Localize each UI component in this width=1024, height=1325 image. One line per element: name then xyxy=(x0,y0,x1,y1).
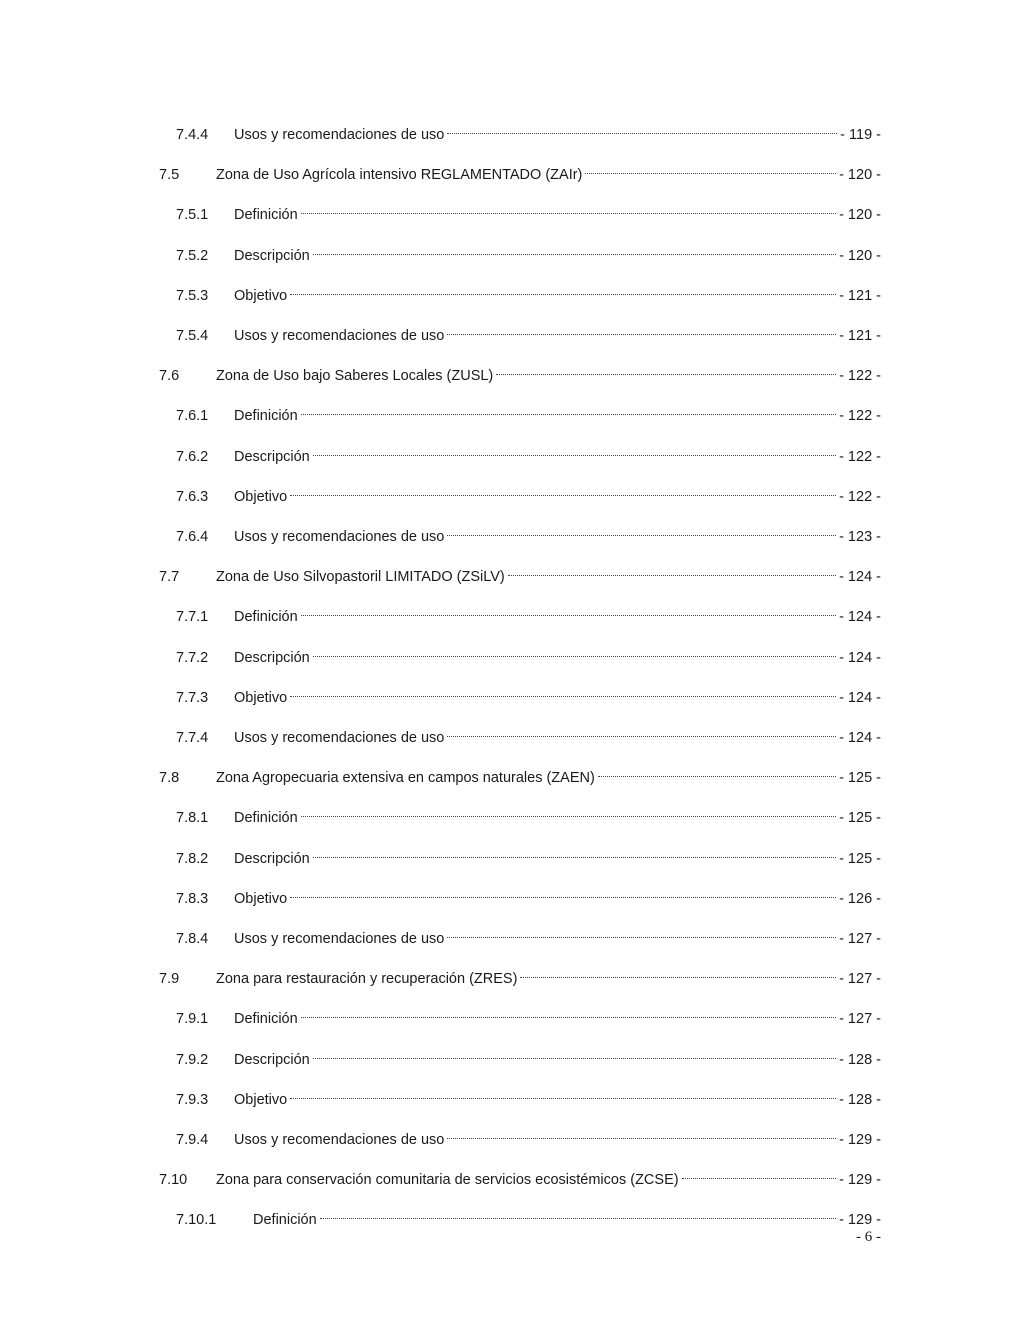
toc-entry-title: Definición xyxy=(234,609,298,626)
toc-entry[interactable] xyxy=(176,883,881,907)
toc-entry-title: Definición xyxy=(234,207,298,224)
toc-entry-title: Definición xyxy=(234,408,298,425)
toc-dot-leader xyxy=(301,199,836,219)
toc-entry-title: Descripción xyxy=(234,1051,310,1068)
toc-dot-leader xyxy=(290,280,836,300)
toc-entry-page: - 127 - xyxy=(839,1011,881,1028)
toc-entry-page: - 127 - xyxy=(839,931,881,947)
toc-entry-page: - 119 - xyxy=(840,127,881,143)
toc-dot-leader xyxy=(496,360,836,380)
toc-entry-number: 7.10.1 xyxy=(176,1212,217,1229)
toc-dot-leader xyxy=(313,642,836,662)
toc-entry[interactable] xyxy=(176,1044,881,1068)
toc-entry-page: - 129 - xyxy=(839,1172,881,1189)
toc-entry[interactable] xyxy=(176,802,881,827)
toc-entry[interactable] xyxy=(159,762,881,787)
toc-entry-page: - 128 - xyxy=(839,1091,881,1108)
toc-entry-title: Definición xyxy=(234,810,298,827)
toc-entry-number: 7.7.4 xyxy=(176,730,209,746)
toc-entry[interactable] xyxy=(176,441,881,465)
toc-dot-leader xyxy=(290,1084,836,1104)
toc-entry-title: Descripción xyxy=(234,649,310,666)
toc-entry-number: 7.6.4 xyxy=(176,529,209,545)
toc-entry-page: - 125 - xyxy=(839,770,881,787)
toc-entry-page: - 122 - xyxy=(839,488,881,505)
toc-entry[interactable] xyxy=(176,923,881,947)
toc-entry-number: 7.9.3 xyxy=(176,1091,209,1108)
toc-dot-leader xyxy=(313,240,836,260)
toc-entry-title: Zona de Uso bajo Saberes Locales (ZUSL) xyxy=(216,368,494,385)
toc-entry-title: Zona Agropecuaria extensiva en campos naturales (ZAEN) xyxy=(216,770,595,787)
toc-entry-title: Usos y recomendaciones de uso xyxy=(234,127,445,143)
toc-entry-title: Zona para conservación comunitaria de servicios ecosistémicos (ZCSE) xyxy=(216,1172,679,1189)
toc-entry-page: - 122 - xyxy=(839,408,881,425)
toc-entry[interactable] xyxy=(176,1124,881,1148)
toc-entry-number: 7.5.4 xyxy=(176,328,209,344)
toc-dot-leader xyxy=(290,682,836,702)
toc-entry-page: - 122 - xyxy=(839,368,881,385)
toc-entry[interactable] xyxy=(176,521,881,545)
toc-dot-leader xyxy=(301,601,836,621)
toc-entry-page: - 125 - xyxy=(839,850,881,867)
toc-entry-title: Zona de Uso Agrícola intensivo REGLAMENTADO (ZAIr) xyxy=(216,167,583,184)
toc-entry-page: - 128 - xyxy=(839,1051,881,1068)
toc-entry-page: - 120 - xyxy=(839,207,881,224)
toc-dot-leader xyxy=(598,762,836,782)
toc-entry-title: Usos y recomendaciones de uso xyxy=(234,529,445,545)
toc-dot-leader xyxy=(290,481,836,501)
toc-entry-title: Objetivo xyxy=(234,488,288,505)
toc-entry-number: 7.7.2 xyxy=(176,649,209,666)
toc-entry[interactable] xyxy=(176,642,881,666)
toc-entry[interactable] xyxy=(159,360,881,385)
toc-dot-leader xyxy=(520,963,836,983)
toc-dot-leader xyxy=(313,441,836,461)
toc-entry-title: Objetivo xyxy=(234,689,288,706)
toc-entry-page: - 124 - xyxy=(839,649,881,666)
toc-entry-page: - 121 - xyxy=(839,287,881,304)
toc-entry-title: Descripción xyxy=(234,850,310,867)
toc-dot-leader xyxy=(447,521,836,541)
toc-entry[interactable] xyxy=(176,843,881,867)
toc-dot-leader xyxy=(301,802,836,822)
toc-dot-leader xyxy=(447,1124,836,1144)
toc-dot-leader xyxy=(508,561,836,581)
toc-entry-number: 7.5.2 xyxy=(176,247,209,264)
toc-entry-title: Definición xyxy=(234,1011,298,1028)
toc-dot-leader xyxy=(585,159,836,179)
toc-entry-page: - 129 - xyxy=(839,1132,881,1148)
toc-entry[interactable] xyxy=(176,1084,881,1108)
toc-entry-number: 7.7.1 xyxy=(176,609,209,626)
toc-dot-leader xyxy=(682,1164,837,1184)
toc-entry-title: Zona de Uso Silvopastoril LIMITADO (ZSiLV) xyxy=(216,569,505,586)
toc-entry[interactable] xyxy=(176,240,881,264)
toc-entry-number: 7.5 xyxy=(159,167,180,184)
toc-dot-leader xyxy=(447,119,837,139)
toc-dot-leader xyxy=(320,1204,836,1224)
toc-entry-title: Objetivo xyxy=(234,287,288,304)
toc-entry-number: 7.6 xyxy=(159,368,180,385)
toc-dot-leader xyxy=(447,320,836,340)
toc-entry[interactable] xyxy=(176,1003,881,1028)
toc-entry-title: Usos y recomendaciones de uso xyxy=(234,1132,445,1148)
toc-entry-page: - 120 - xyxy=(839,167,881,184)
toc-entry-number: 7.8.4 xyxy=(176,931,209,947)
toc-entry-page: - 124 - xyxy=(839,609,881,626)
toc-entry[interactable] xyxy=(176,320,881,344)
toc-entry-page: - 120 - xyxy=(839,247,881,264)
toc-entry-title: Descripción xyxy=(234,448,310,465)
toc-entry[interactable] xyxy=(176,601,881,626)
toc-entry-page: - 124 - xyxy=(839,730,881,746)
page-number: - 6 - xyxy=(856,1229,881,1245)
toc-entry-number: 7.9.4 xyxy=(176,1132,209,1148)
toc-entry-page: - 124 - xyxy=(839,689,881,706)
toc-dot-leader xyxy=(447,722,836,742)
toc-entry-number: 7.8 xyxy=(159,770,180,787)
toc-entry-number: 7.10 xyxy=(159,1172,188,1189)
toc-entry-number: 7.9.2 xyxy=(176,1051,209,1068)
toc-entry[interactable] xyxy=(176,119,881,143)
toc-entry-number: 7.7.3 xyxy=(176,689,209,706)
toc-entry-number: 7.7 xyxy=(159,569,180,586)
toc-entry-title: Descripción xyxy=(234,247,310,264)
toc-dot-leader xyxy=(447,923,836,943)
toc-entry-title: Definición xyxy=(253,1212,317,1229)
toc-entry[interactable] xyxy=(176,722,881,746)
toc-dot-leader xyxy=(290,883,836,903)
toc-entry-page: - 129 - xyxy=(839,1212,881,1229)
toc-entry[interactable] xyxy=(159,561,881,586)
toc-entry-number: 7.9 xyxy=(159,971,180,988)
toc-entry-number: 7.9.1 xyxy=(176,1011,209,1028)
toc-entry-number: 7.8.1 xyxy=(176,810,209,827)
toc-entry-page: - 121 - xyxy=(839,328,881,344)
toc-entry-number: 7.8.2 xyxy=(176,850,209,867)
toc-entry[interactable] xyxy=(159,1164,881,1189)
toc-dot-leader xyxy=(313,1044,836,1064)
toc-entry[interactable] xyxy=(159,963,881,988)
toc-entry-page: - 125 - xyxy=(839,810,881,827)
toc-entry-title: Usos y recomendaciones de uso xyxy=(234,328,445,344)
toc-entry[interactable] xyxy=(176,1204,881,1229)
toc-entry-number: 7.5.3 xyxy=(176,287,209,304)
toc-entry-number: 7.6.1 xyxy=(176,408,209,425)
toc-entry-title: Usos y recomendaciones de uso xyxy=(234,931,445,947)
toc-entry-page: - 124 - xyxy=(839,569,881,586)
toc-entry-title: Objetivo xyxy=(234,890,288,907)
toc-entry-number: 7.8.3 xyxy=(176,890,209,907)
toc-entry-page: - 126 - xyxy=(839,890,881,907)
toc-dot-leader xyxy=(301,400,836,420)
toc-dot-leader xyxy=(301,1003,836,1023)
toc-entry-page: - 123 - xyxy=(839,529,881,545)
toc-entry[interactable] xyxy=(159,159,881,184)
toc-entry-number: 7.5.1 xyxy=(176,207,209,224)
toc-entry-number: 7.4.4 xyxy=(176,127,209,143)
toc-entry-title: Usos y recomendaciones de uso xyxy=(234,730,445,746)
toc-dot-leader xyxy=(313,843,836,863)
toc-entry[interactable] xyxy=(176,481,881,505)
toc-entry[interactable] xyxy=(176,199,881,224)
toc-entry-page: - 122 - xyxy=(839,448,881,465)
toc-entry-number: 7.6.3 xyxy=(176,488,209,505)
toc-entry-number: 7.6.2 xyxy=(176,448,209,465)
toc-entry-title: Zona para restauración y recuperación (ZRES) xyxy=(216,971,518,988)
toc-entry[interactable] xyxy=(176,280,881,304)
toc-entry[interactable] xyxy=(176,682,881,706)
toc-entry-title: Objetivo xyxy=(234,1091,288,1108)
toc-entry[interactable] xyxy=(176,400,881,425)
toc-entry-page: - 127 - xyxy=(839,971,881,988)
